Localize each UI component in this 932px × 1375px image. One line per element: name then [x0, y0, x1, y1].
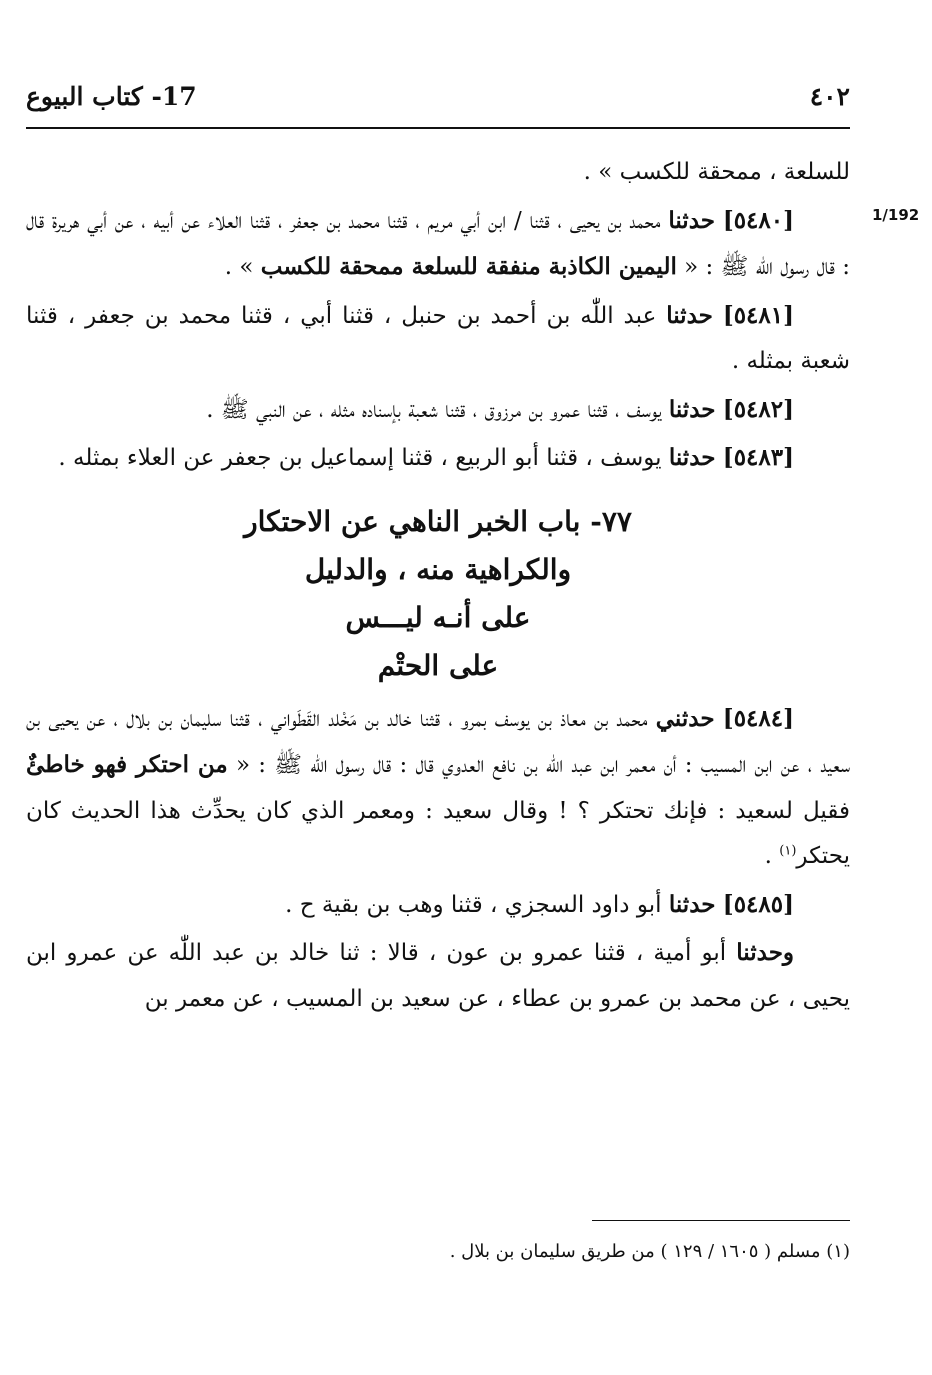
chapter-heading [26, 498, 850, 690]
hadith-quote: اليمين الكاذبة منفقة للسلعة ممحقة للكسب [260, 253, 677, 280]
footnote-rule [592, 1220, 850, 1221]
hadith-tail: . [764, 843, 772, 869]
hadith-text: أبو أمية ، قثنا عمرو بن عون ، قالا : ثنا خالد بن عبد اللّٰه عن عمرو ابن يحيى ، عن محمد بن عمرو بن عطاء ، عن سعيد بن المسيب ، عن معمر بن [26, 940, 850, 1012]
margin-reference: 1/192 [872, 206, 920, 224]
hadith-number: [٥٤٨٣] [722, 444, 794, 471]
hadith-number: [٥٤٨١] [722, 301, 795, 329]
hadith-lead: حدثنا [668, 444, 716, 471]
hadith-5480 [26, 198, 850, 291]
chapter-heading-line-1: ٧٧- باب الخبر الناهي عن الاحتكار [244, 504, 632, 538]
hadith-quote: من احتكر فهو خاطئٌ [26, 751, 228, 778]
paragraph-continuation [26, 150, 850, 196]
book-title: 17- كتاب البيوع [26, 82, 197, 111]
footnote-reference[interactable]: (١) [779, 843, 797, 859]
hadith-text: يوسف ، قثنا أبو الربيع ، قثنا إسماعيل بن جعفر عن العلاء بمثله . [58, 445, 662, 471]
hadith-number: [٥٤٨٢] [722, 395, 794, 423]
hadith-text: محمد بن معاذ بن يوسف بمرو ، قثنا خالد بن مَخْلد القَطَواني ، قثنا سليمان بن بلال ، عن يحيى بن سعيد ، عن ابن المسيب : أن معمر ابن عبد اللّٰه بن نافع العدوي قال : قال رسول اللّٰه ﷺ : « [26, 705, 850, 778]
chapter-heading-line-4: على الحتْم [377, 648, 499, 682]
hadith-text-continued: فقيل لسعيد : فإنك تحتكر ؟ ! وقال سعيد : ومعمر الذي كان يحدِّث هذا الحديث كان يحتكر [26, 797, 850, 869]
body-text [26, 150, 850, 1022]
hadith-lead: حدثنا [666, 301, 713, 329]
hadith-number: [٥٤٨٥] [722, 890, 794, 918]
chapter-heading-line-2: والكراهية منه ، والدليل [304, 552, 572, 586]
hadith-lead: وحدثنا [736, 939, 795, 966]
hadith-text: محمد بن يحيى ، قثنا / ابن أبي مريم ، قثنا محمد بن جعفر ، قثنا العلاء عن أبيه ، عن أبي هريرة قال : قال رسول اللّٰه ﷺ : « [26, 207, 850, 280]
hadith-tail: » . [224, 254, 254, 280]
header-rule [26, 127, 850, 129]
chapter-heading-line-3: على أنـه ليـــس [345, 600, 531, 634]
hadith-lead: حدثنا [668, 206, 715, 234]
hadith-text: يوسف ، قثنا عمرو بن مرزوق ، قثنا شعبة بإسناده مثله ، عن النبي ﷺ . [206, 396, 662, 423]
hadith-number: [٥٤٨٠] [722, 206, 795, 234]
hadith-5483 [26, 435, 850, 482]
hadith-lead: حدثنا [668, 395, 716, 423]
hadith-5484 [26, 696, 850, 880]
hadith-number: [٥٤٨٤] [722, 704, 794, 732]
hadith-5485 [26, 882, 850, 929]
hadith-lead: حدثنا [668, 890, 716, 918]
hadith-text: أبو داود السجزي ، قثنا وهب بن بقية ح . [285, 891, 662, 918]
page-number: ٤٠٢ [809, 82, 850, 111]
footnote: (١) مسلم ( ١٦٠٥ / ١٢٩ ) من طريق سليمان بن بلال . [449, 1241, 850, 1262]
hadith-5481 [26, 293, 850, 385]
hadith-text: عبد اللّٰه بن أحمد بن حنبل ، قثنا أبي ، قثنا محمد بن جعفر ، قثنا شعبة بمثله . [26, 302, 850, 374]
hadith-5485-second-chain [26, 930, 850, 1022]
continuation-text: للسلعة ، ممحقة للكسب » . [583, 159, 850, 185]
hadith-lead: حدثني [655, 704, 715, 732]
hadith-5482 [26, 387, 850, 434]
page-header [26, 82, 850, 122]
